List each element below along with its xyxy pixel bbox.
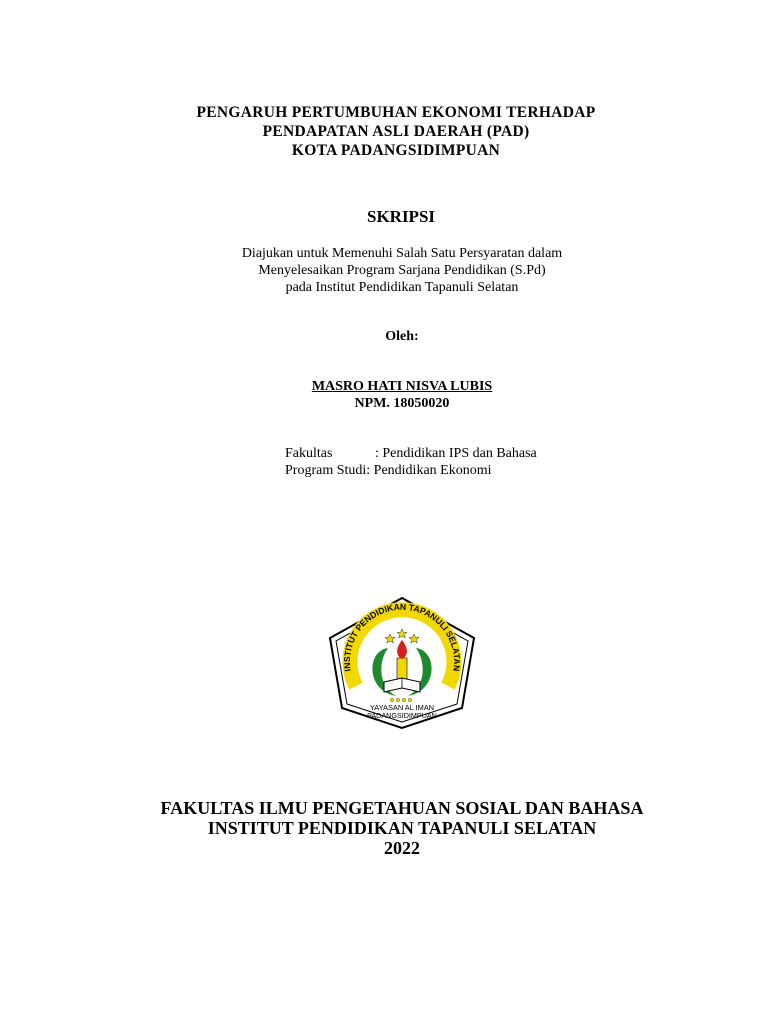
document-type <box>0 207 768 227</box>
author-block <box>0 378 768 412</box>
info-row-faculty <box>285 445 537 462</box>
info-label-program: Program Studi <box>285 463 367 478</box>
thesis-title <box>0 103 768 160</box>
purpose-line-2: Menyelesaikan Program Sarjana Pendidikan (S.Pd) <box>258 263 546 278</box>
logo-bottom-text-2: PADANGSIDIMPUAN <box>367 711 437 720</box>
by-label-block <box>0 328 768 345</box>
faculty-line-2: INSTITUT PENDIDIKAN TAPANULI SELATAN <box>207 818 597 838</box>
info-value-faculty: : Pendidikan IPS dan Bahasa <box>375 446 537 461</box>
author-npm: NPM. 18050020 <box>354 396 450 411</box>
by-label: Oleh: <box>385 329 419 344</box>
institution-logo-icon <box>326 596 478 730</box>
purpose-line-1: Diajukan untuk Memenuhi Salah Satu Persyaratan dalam <box>241 246 563 261</box>
program-info <box>285 445 537 479</box>
logo-arc-text: INSTITUT PENDIDIKAN TAPANULI SELATAN <box>341 601 463 673</box>
info-row-program <box>285 462 537 479</box>
info-label-faculty: Fakultas <box>285 446 333 461</box>
purpose-line-3: pada Institut Pendidikan Tapanuli Selatan <box>285 280 519 295</box>
info-value-program: : Pendidikan Ekonomi <box>366 463 492 478</box>
faculty-line-1: FAKULTAS ILMU PENGETAHUAN SOSIAL DAN BAHASA <box>160 798 644 818</box>
logo-bottom-text-1: YAYASAN AL IMAN <box>369 703 435 712</box>
faculty-footer <box>0 798 768 858</box>
logo-torch <box>397 658 407 680</box>
institution-logo <box>326 596 478 730</box>
title-line-1: PENGARUH PERTUMBUHAN EKONOMI TERHADAP <box>196 104 596 121</box>
author-name: MASRO HATI NISVA LUBIS <box>311 379 493 394</box>
document-type-label: SKRIPSI <box>366 207 436 226</box>
title-line-2: PENDAPATAN ASLI DAERAH (PAD) <box>262 123 530 140</box>
title-line-3: KOTA PADANGSIDIMPUAN <box>291 142 501 159</box>
faculty-year: 2022 <box>384 838 420 858</box>
purpose-statement <box>0 245 768 296</box>
